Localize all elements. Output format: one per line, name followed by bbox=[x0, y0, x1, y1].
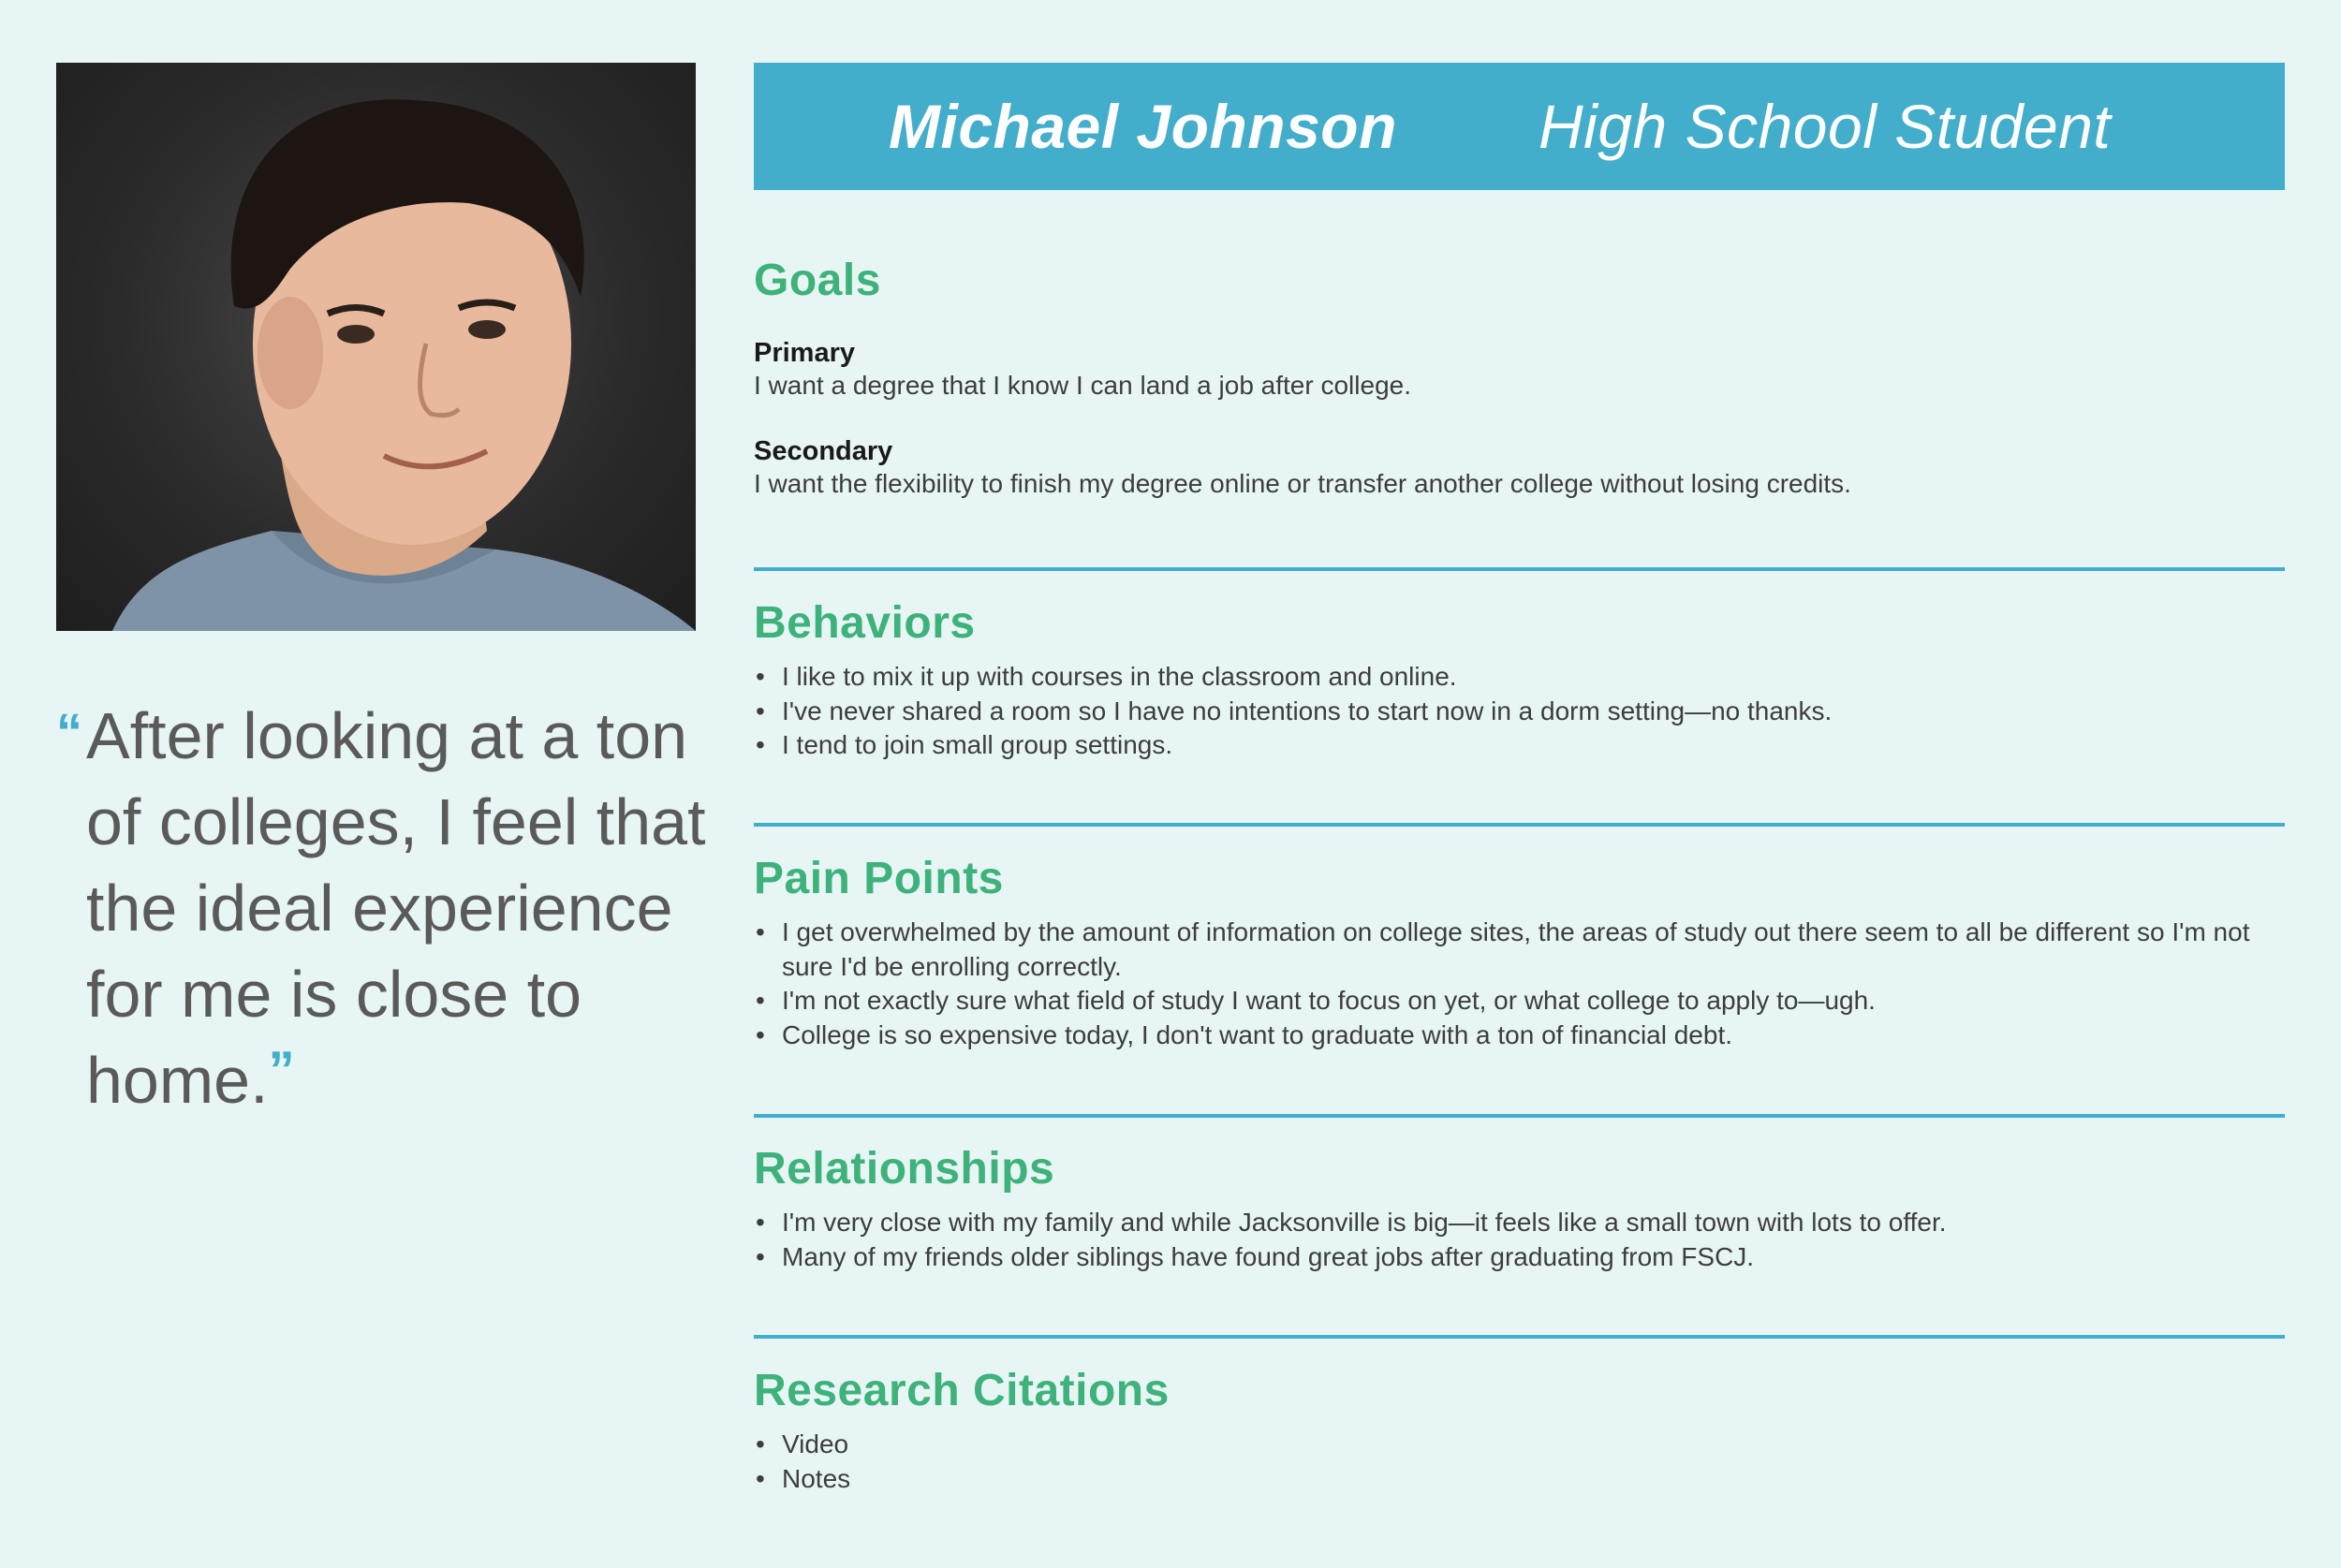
research-citations-list bbox=[754, 1428, 2285, 1496]
list-item: • I've never shared a room so I have no intentions to start now in a dorm setting—no thanks. bbox=[754, 695, 2285, 729]
behaviors-heading: Behaviors bbox=[754, 598, 976, 648]
list-item: • I tend to join small group settings. bbox=[754, 728, 2285, 763]
list-item: • I like to mix it up with courses in the classroom and online. bbox=[754, 660, 2285, 695]
secondary-goal-label: Secondary bbox=[754, 436, 893, 466]
list-item: • I get overwhelmed by the amount of information on college sites, the areas of study out there seem to all be different so I'm not sure I'd be enrolling correctly. bbox=[754, 916, 2280, 984]
research-citations-section bbox=[754, 1365, 2285, 1496]
relationships-list bbox=[754, 1206, 2285, 1274]
goals-heading: Goals bbox=[754, 256, 881, 305]
list-item: • College is so expensive today, I don't want to graduate with a ton of financial debt. bbox=[754, 1018, 2280, 1053]
persona-photo bbox=[56, 63, 696, 631]
divider bbox=[754, 1335, 2285, 1339]
quote-text: After looking at a ton of colleges, I feel that the ideal experience for me is close to home. bbox=[86, 699, 706, 1117]
list-item: • I'm not exactly sure what field of study I want to focus on yet, or what college to apply to—ugh. bbox=[754, 984, 2280, 1018]
persona-header-banner bbox=[754, 63, 2285, 190]
divider bbox=[754, 823, 2285, 827]
persona-role: High School Student bbox=[1539, 92, 2112, 161]
list-item: • Many of my friends older siblings have found great jobs after graduating from FSCJ. bbox=[754, 1240, 2285, 1275]
divider bbox=[754, 1114, 2285, 1118]
pain-points-heading: Pain Points bbox=[754, 854, 1004, 903]
persona-name: Michael Johnson bbox=[889, 92, 1397, 161]
relationships-section bbox=[754, 1143, 2285, 1274]
close-quote-mark: ” bbox=[268, 1040, 295, 1099]
pain-points-list bbox=[754, 916, 2280, 1052]
open-quote-mark: “ bbox=[56, 702, 82, 761]
list-item[interactable]: • Video bbox=[754, 1428, 2285, 1462]
research-citations-heading: Research Citations bbox=[754, 1366, 1170, 1415]
list-item[interactable]: • Notes bbox=[754, 1462, 2285, 1497]
relationships-heading: Relationships bbox=[754, 1144, 1055, 1194]
persona-quote bbox=[56, 693, 712, 1123]
primary-goal-text: I want a degree that I know I can land a job after college. bbox=[754, 371, 1411, 400]
pain-points-section bbox=[754, 853, 2285, 1052]
behaviors-list bbox=[754, 660, 2285, 763]
list-item: • I'm very close with my family and while Jacksonville is big—it feels like a small town with lots to offer. bbox=[754, 1206, 2285, 1240]
secondary-goal-text: I want the flexibility to finish my degree online or transfer another college without losing credits. bbox=[754, 469, 1851, 498]
divider bbox=[754, 567, 2285, 571]
behaviors-section bbox=[754, 597, 2285, 763]
goals-section bbox=[754, 255, 2285, 501]
primary-goal-label: Primary bbox=[754, 338, 856, 368]
